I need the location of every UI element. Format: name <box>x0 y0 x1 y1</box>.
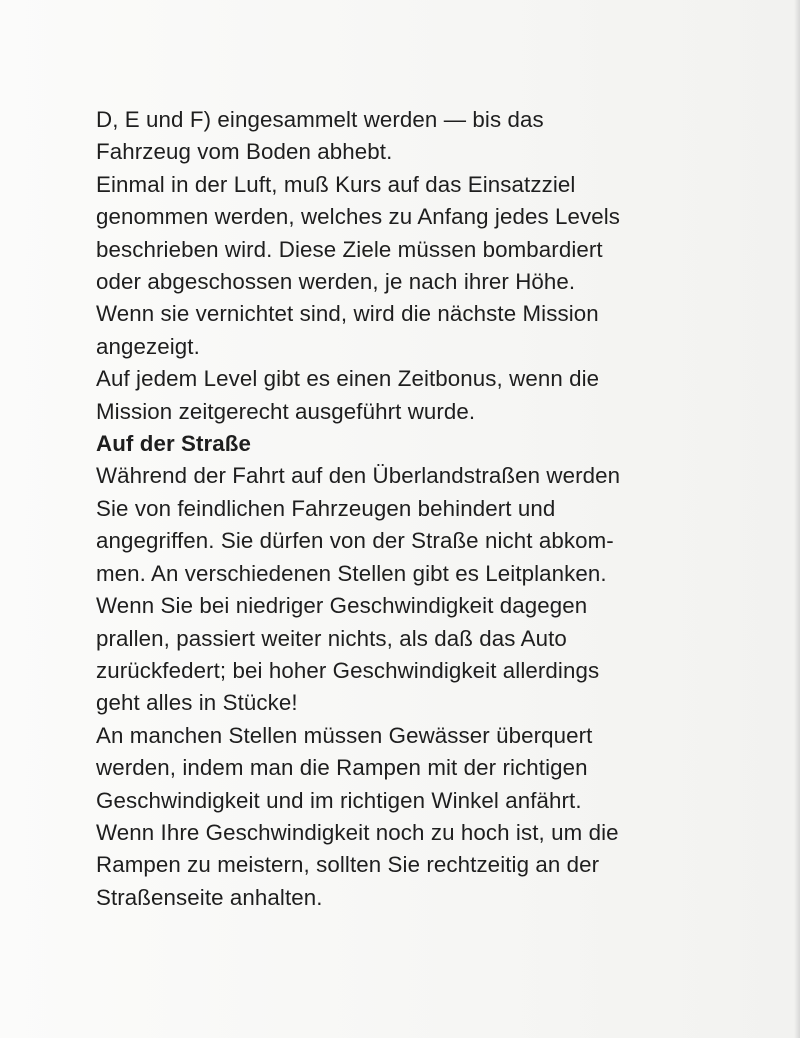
text-line: Einmal in der Luft, muß Kurs auf das Einsatzziel <box>96 171 576 197</box>
text-line: men. An verschiedenen Stellen gibt es Leitplanken. <box>96 560 607 586</box>
text-line: werden, indem man die Rampen mit der richtigen <box>96 755 588 781</box>
text-line: beschrieben wird. Diese Ziele müssen bombardiert <box>96 236 603 262</box>
text-line: An manchen Stellen müssen Gewässer überquert <box>96 722 593 748</box>
text-line: angegriffen. Sie dürfen von der Straße nicht abkom- <box>96 528 614 554</box>
text-line: Mission zeitgerecht ausgeführt wurde. <box>96 398 476 424</box>
section-heading: Auf der Straße <box>96 431 252 457</box>
text-line: Rampen zu meistern, sollten Sie rechtzeitig an der <box>96 852 600 878</box>
text-line: Wenn Sie bei niedriger Geschwindigkeit dagegen <box>96 593 588 619</box>
text-line: genommen werden, welches zu Anfang jedes Levels <box>96 204 621 230</box>
text-line: Während der Fahrt auf den Überlandstraßen werden <box>96 463 621 489</box>
text-line: prallen, passiert weiter nichts, als daß das Auto <box>96 625 567 651</box>
page-edge-shadow <box>794 0 800 1038</box>
text-line: D, E und F) eingesammelt werden — bis das <box>96 107 544 132</box>
text-line: oder abgeschossen werden, je nach ihrer Höhe. <box>96 269 576 295</box>
text-line: Geschwindigkeit und im richtigen Winkel anfährt. <box>96 787 582 813</box>
body-text <box>96 104 746 914</box>
text-line: Sie von feindlichen Fahrzeugen behindert und <box>96 495 556 521</box>
text-line: Straßenseite anhalten. <box>96 884 323 910</box>
text-line: Auf jedem Level gibt es einen Zeitbonus, wenn die <box>96 366 600 392</box>
text-line: Fahrzeug vom Boden abhebt. <box>96 139 393 165</box>
text-line: geht alles in Stücke! <box>96 690 298 716</box>
text-line: angezeigt. <box>96 333 200 359</box>
text-line: Wenn Ihre Geschwindigkeit noch zu hoch ist, um die <box>96 819 619 845</box>
text-line: Wenn sie vernichtet sind, wird die nächste Mission <box>96 301 599 327</box>
text-line: zurückfedert; bei hoher Geschwindigkeit allerdings <box>96 657 600 683</box>
